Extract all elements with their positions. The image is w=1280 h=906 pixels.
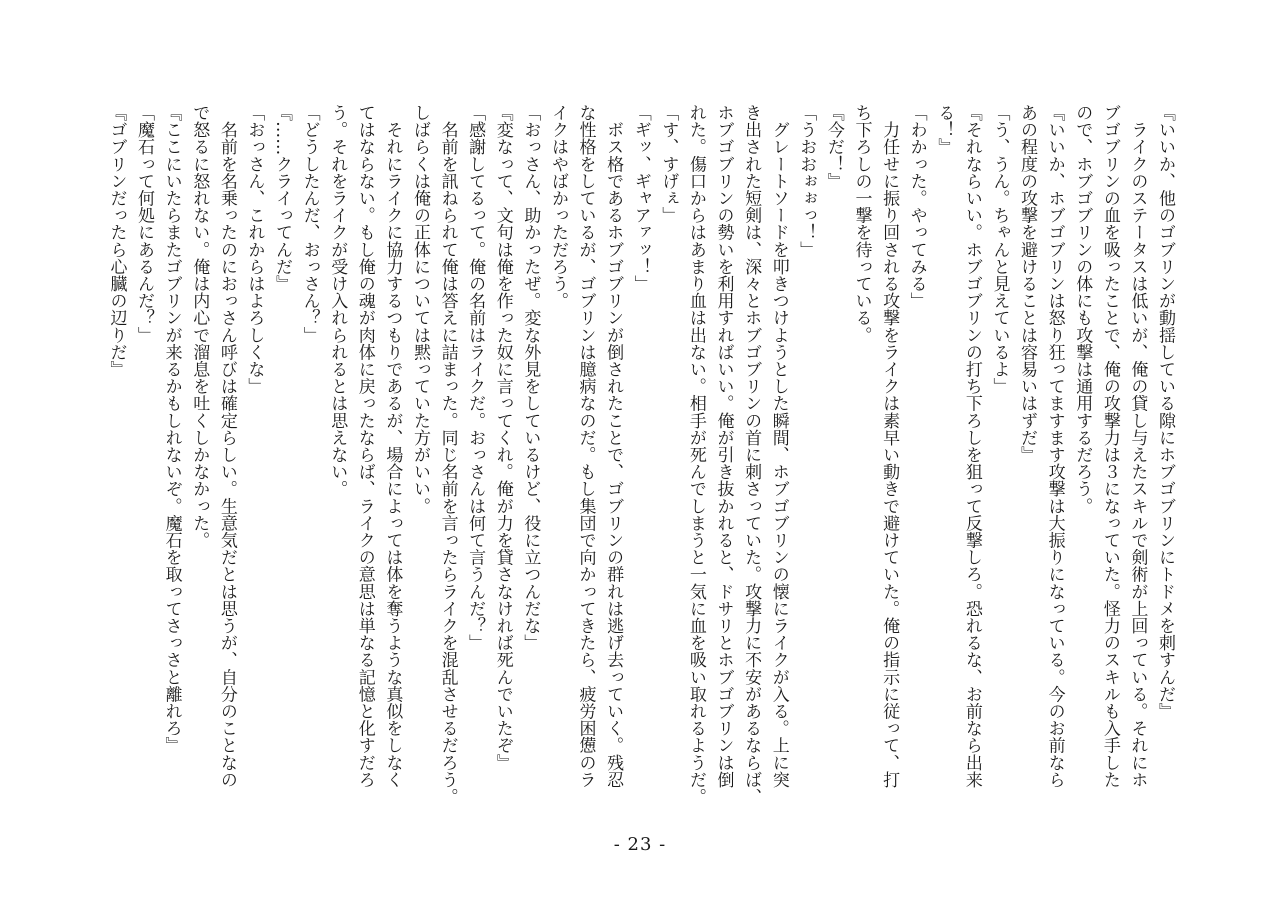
text-line: ち下ろしの一撃を待っている。 <box>851 104 872 344</box>
text-line: 「魔石って何処にあるんだ？」 <box>134 104 155 344</box>
text-line: あの程度の攻撃を避けることは容易いはずだ』 <box>1017 104 1038 464</box>
text-line: 「うおおぉぉっ！」 <box>796 104 817 258</box>
text-line: 『いいか、他のゴブリンが動揺している隙にホブゴブリンにトドメを刺すんだ』 <box>1155 104 1175 720</box>
text-line: 「ギッ、ギャアァッ！」 <box>630 104 651 293</box>
text-line: 力任せに振り回される攻撃をライクは素早い動きで避けていた。俺の指示に従って、打 <box>879 104 900 788</box>
text-line: 「どうしたんだ、おっさん？」 <box>299 104 320 344</box>
text-line: ので、ホブゴブリンの体にも攻撃は通用するだろう。 <box>1072 104 1093 515</box>
text-line: 「う、うん。ちゃんと見えているよ」 <box>989 104 1010 395</box>
page-number: - 23 - <box>613 834 667 855</box>
text-line: てはならない。もし俺の魂が肉体に戻ったならば、ライクの意思は単なる記憶と化すだろ <box>354 104 375 788</box>
text-line: イクはやばかっただろう。 <box>547 104 568 310</box>
text-line: れた。傷口からはあまり血は出ない。相手が死んでしまうと一気に血を吸い取れるようだ。 <box>685 104 706 806</box>
text-line: 『……クライってんだ』 <box>272 104 292 293</box>
text-line: な性格をしているが、ゴブリンは臆病なのだ。もし集団で向かってきたら、疲労困憊のラ <box>575 104 596 788</box>
text-line: それにライクに協力するつもりであるが、場合によっては体を奪うような真似をしなく <box>382 104 403 788</box>
text-line: で怒るに怒れない。俺は内心で溜息を吐くしかなかった。 <box>189 104 210 549</box>
text-line: ボス格であるホブゴブリンが倒されたことで、ゴブリンの群れは逃げ去っていく。残忍 <box>603 104 624 788</box>
text-line: ライクのステータスは低いが、俺の貸し与えたスキルで剣術が上回っている。それにホ <box>1127 104 1148 788</box>
text-line: 『ゴブリンだったら心臓の辺りだ』 <box>106 104 127 378</box>
text-line: う。それをライクが受け入れられるとは思えない。 <box>327 104 348 498</box>
text-line: 『ここにいたらまたゴブリンが来るかもしれないぞ。魔石を取ってさっさと離れろ』 <box>161 104 182 754</box>
text-line: しばらくは俺の正体については黙っていた方がいい。 <box>409 104 430 515</box>
text-line: 名前を名乗ったのにおっさん呼びは確定らしい。生意気だとは思うが、自分のことなの <box>216 104 237 788</box>
vertical-text-body <box>102 104 1178 806</box>
text-line: 「おっさん、これからはよろしくな」 <box>244 104 265 395</box>
text-line: 「感謝してるって。俺の名前はライクだ。おっさんは何て言うんだ？」 <box>465 104 486 652</box>
text-line: き出された短剣は、深々とホブゴブリンの首に刺さっていた。攻撃力に不安があるならば、 <box>741 104 762 806</box>
text-line: 名前を訊ねられて俺は答えに詰まった。同じ名前を言ったらライクを混乱させるだろう。 <box>437 104 458 806</box>
text-line: ブゴブリンの血を吸ったことで、俺の攻撃力は３になっていた。怪力のスキルも入手した <box>1099 104 1120 788</box>
text-line: 『変なって、文句は俺を作った奴に言ってくれ。俺が力を貸さなければ死んでいたぞ』 <box>492 104 513 771</box>
text-line: グレートソードを叩きつけようとした瞬間、ホブゴブリンの懐にライクが入る。上に突 <box>768 104 789 788</box>
text-line: 『今だ！』 <box>823 104 844 190</box>
text-line: 『それならいい。ホブゴブリンの打ち下ろしを狙って反撃しろ。恐れるな、お前なら出来 <box>961 104 982 788</box>
text-line: ホブゴブリンの勢いを利用すればいい。俺が引き抜かれると、ドサリとホブゴブリンは倒 <box>713 104 734 788</box>
text-line: る！』 <box>934 104 955 156</box>
text-line: 「す、すげぇ」 <box>658 104 679 224</box>
text-line: 『いいか、ホブゴブリンは怒り狂ってますます攻撃は大振りになっている。今のお前なら <box>1044 104 1065 788</box>
text-line: 「わかった。やってみる」 <box>906 104 927 310</box>
text-line: 「おっさん、助かったぜ。変な外見をしているけど、役に立つんだな」 <box>520 104 541 652</box>
